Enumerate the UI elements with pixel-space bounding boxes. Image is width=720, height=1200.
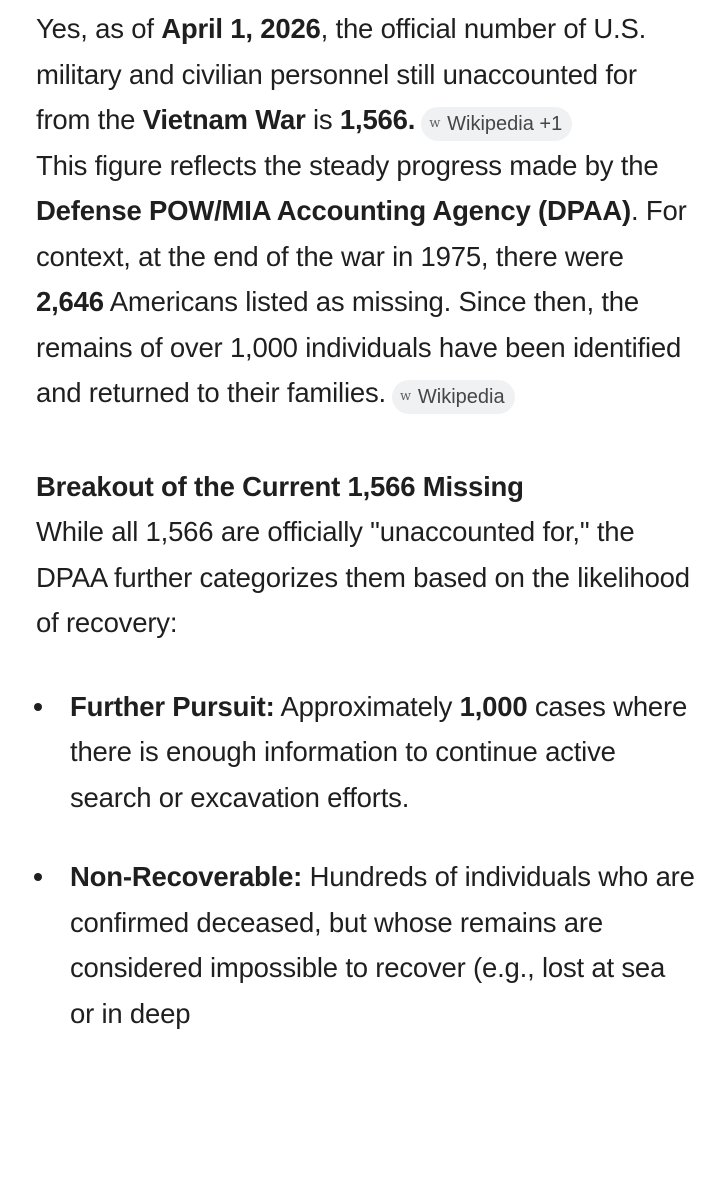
text: . [407, 104, 416, 135]
list-item-title: Non-Recoverable: [70, 861, 303, 892]
paragraph-answer [36, 6, 696, 143]
bullet-icon [34, 873, 42, 881]
paragraph-context [36, 143, 696, 416]
section-heading: Breakout of the Current 1,566 Missing [36, 470, 524, 502]
text: , the official number of U.S. military and civilian personnel still unaccounted for from the [36, 13, 647, 135]
response-content [36, 6, 696, 1070]
bold-date: April 1, 2026 [161, 13, 321, 44]
source-chip-wikipedia[interactable] [392, 380, 515, 414]
list-item [36, 684, 696, 821]
bullet-icon [34, 703, 42, 711]
text: This figure reflects the steady progress made by the [36, 149, 659, 181]
bold-war-name: Vietnam War [142, 104, 306, 135]
bullet-list [36, 684, 696, 1037]
list-item [36, 854, 696, 1036]
text: . For context, at the end of the war in 1975, there were [36, 195, 687, 272]
source-chip-label: Wikipedia [417, 386, 505, 408]
bold-agency: Defense POW/MIA Accounting Agency (DPAA) [36, 195, 631, 226]
text: Hundreds of individuals who are confirmed deceased, but whose remains are considered impossible to recover (e.g., lost at sea or in deep [70, 861, 695, 1029]
source-chip-label: Wikipedia +1 [447, 113, 563, 135]
source-chip-wikipedia-plus[interactable] [421, 107, 572, 141]
wikipedia-icon: w [399, 389, 411, 404]
text: cases where there is enough information to continue active search or excavation efforts. [70, 690, 688, 813]
bold-count: 2,646 [36, 286, 104, 317]
text: is [305, 104, 340, 135]
list-item-title: Further Pursuit: [70, 690, 275, 722]
bold-count: 1,566 [339, 104, 408, 135]
section-intro: While all 1,566 are officially "unaccounted for," the DPAA further categorizes them based on the likelihood of recovery: [36, 516, 690, 638]
wikipedia-icon: w [429, 116, 441, 131]
text: Americans listed as missing. Since then, the remains of over 1,000 individuals have been identified and returned to their families. [36, 286, 682, 408]
text: Approximately [274, 690, 460, 722]
text: Yes, as of [36, 13, 162, 44]
bold-count: 1,000 [459, 690, 528, 722]
